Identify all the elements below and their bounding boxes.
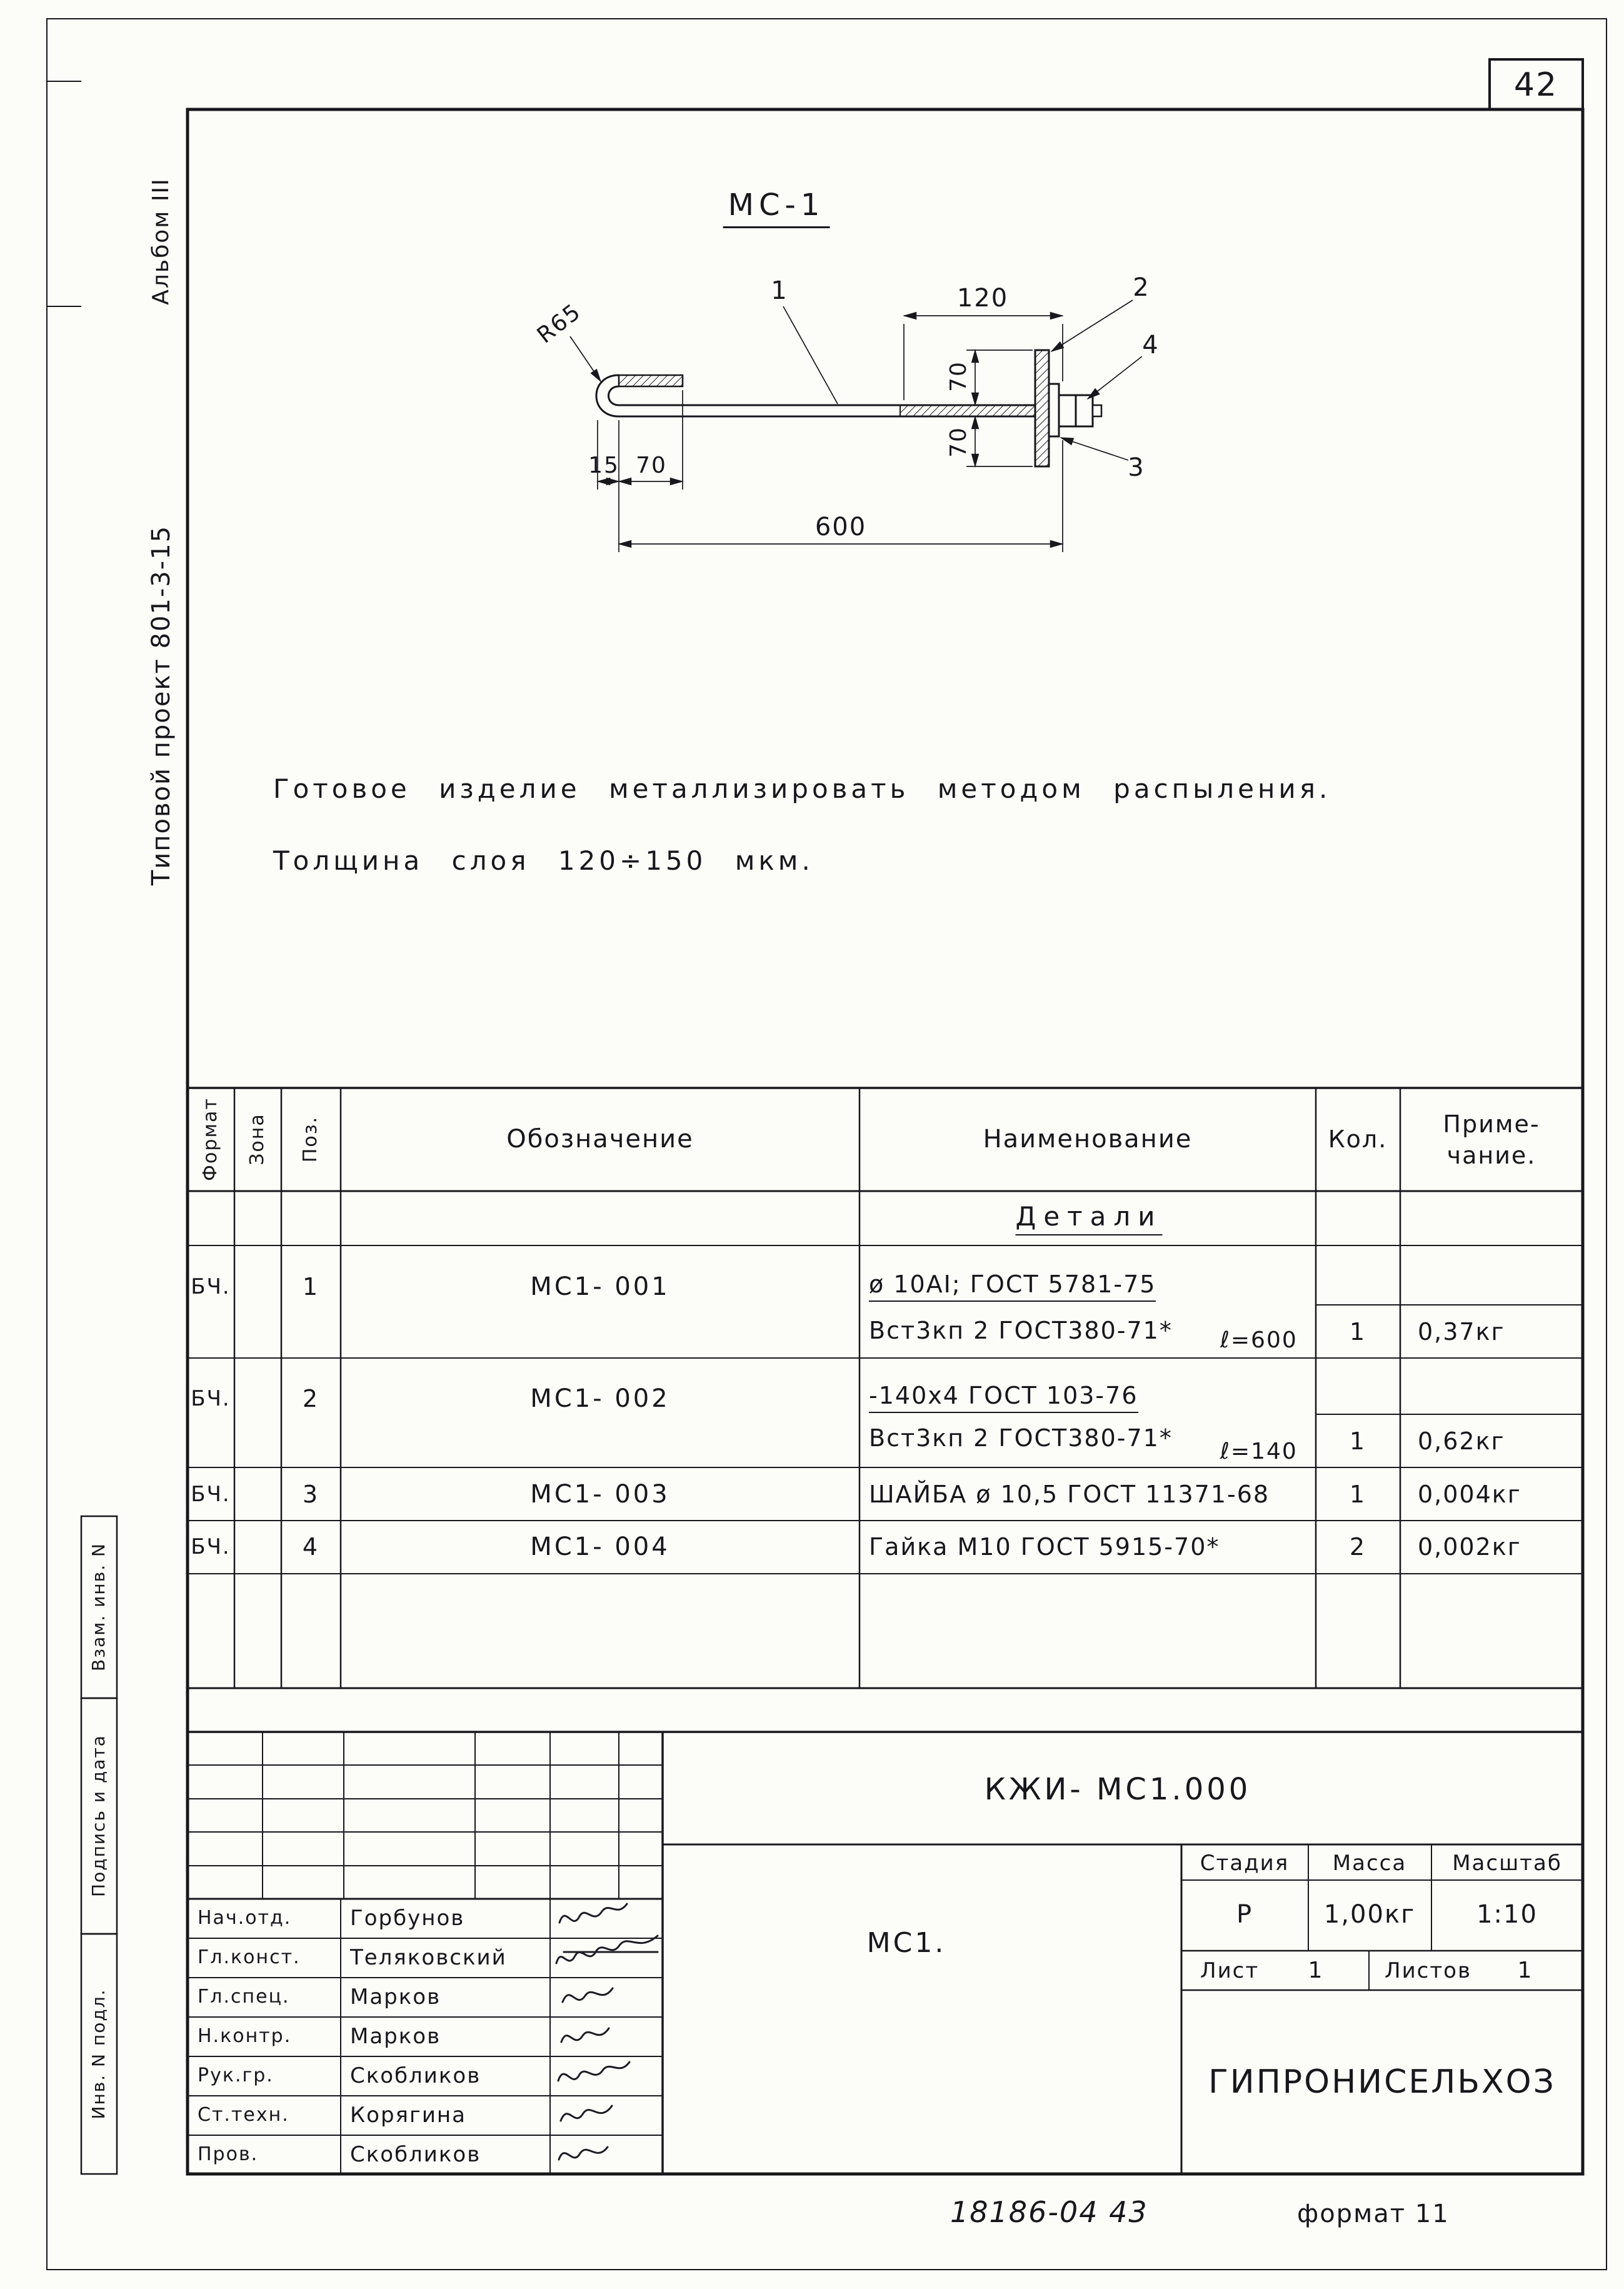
sig-role-5: Ст.техн.	[198, 2104, 289, 2126]
row1-length: ℓ=600	[1220, 1327, 1298, 1353]
row3-qty: 1	[1349, 1481, 1366, 1508]
page-number: 42	[1513, 66, 1558, 104]
signature-squiggles	[556, 1904, 658, 2160]
section-title-text: Детали	[1016, 1201, 1163, 1235]
album-label: Альбом III	[148, 178, 174, 305]
scale-value: 1:10	[1476, 1900, 1538, 1929]
part-title	[723, 188, 830, 223]
sig-name-3: Марков	[350, 2024, 441, 2049]
document-code: КЖИ- МС1.000	[984, 1772, 1251, 1807]
stage-value: Р	[1236, 1900, 1253, 1929]
row4-name1: Гайка М10 ГОСТ 5915-70*	[869, 1533, 1220, 1561]
row4-note: 0,002кг	[1418, 1533, 1521, 1561]
row4-qty: 2	[1349, 1533, 1366, 1561]
sig-name-6: Скобликов	[350, 2142, 481, 2167]
sheet-value: 1	[1308, 1958, 1324, 1983]
sig-name-4: Скобликов	[350, 2063, 481, 2088]
row2-name1	[869, 1384, 1138, 1407]
organization-name: ГИПРОНИСЕЛЬХОЗ	[1208, 2063, 1556, 2101]
tech-note-line1: Готовое изделие металлизировать методом распыления.	[273, 773, 1331, 804]
sig-role-1: Гл.конст.	[198, 1946, 301, 1968]
row1-pos: 1	[302, 1273, 319, 1300]
sig-role-0: Нач.отд.	[198, 1907, 292, 1929]
margin-box-inv: Инв. N подл.	[88, 1988, 109, 2120]
sig-role-2: Гл.спец.	[198, 1986, 290, 2008]
row2-qty: 1	[1349, 1427, 1366, 1455]
row3-format: БЧ.	[191, 1482, 231, 1507]
dim-600: 600	[815, 513, 867, 541]
col-header-name: Наименование	[983, 1125, 1193, 1154]
row4-format: БЧ.	[191, 1534, 231, 1559]
dim-70-thread: 70	[636, 453, 667, 478]
row4-code: МС1- 004	[530, 1532, 670, 1561]
col-header-pos: Поз.	[299, 1115, 321, 1163]
row2-name1-text: -140x4 ГОСТ 103-76	[869, 1382, 1138, 1413]
row1-name2: Вст3кп 2 ГОСТ380-71*	[869, 1317, 1173, 1344]
stage-label: Стадия	[1200, 1851, 1290, 1876]
row3-note: 0,004кг	[1418, 1481, 1521, 1508]
row2-pos: 2	[302, 1385, 319, 1412]
col-header-format: Формат	[199, 1097, 221, 1181]
row1-code: МС1- 001	[530, 1272, 670, 1301]
sig-name-2: Марков	[350, 1985, 441, 2010]
part-drawing	[596, 350, 1101, 466]
sig-name-0: Горбунов	[350, 1906, 465, 1931]
row3-pos: 3	[302, 1481, 319, 1508]
row1-qty: 1	[1349, 1318, 1366, 1346]
dim-15: 15	[588, 453, 619, 478]
dim-radius: R65	[532, 298, 586, 349]
row2-note: 0,62кг	[1418, 1427, 1505, 1455]
row2-name2: Вст3кп 2 ГОСТ380-71*	[869, 1424, 1173, 1452]
sig-role-4: Рук.гр.	[198, 2065, 274, 2086]
dim-120: 120	[956, 284, 1009, 313]
mass-label: Масса	[1332, 1851, 1407, 1876]
margin-box-vzam: Взам. инв. N	[88, 1542, 109, 1671]
sig-name-5: Корягина	[350, 2103, 466, 2128]
item-name: МС1.	[866, 1927, 946, 1959]
col-header-note-line1: Приме-	[1443, 1110, 1540, 1138]
dim-70-upper: 70	[946, 361, 971, 392]
footer-inventory-number: 18186-04 43	[950, 2195, 1148, 2229]
row2-format: БЧ.	[191, 1386, 231, 1411]
col-header-note-line2: чание.	[1446, 1142, 1536, 1169]
tech-note-line2: Толщина слоя 120÷150 мкм.	[273, 845, 814, 876]
dim-70-lower: 70	[946, 426, 971, 458]
part-title-text: МС-1	[723, 188, 830, 228]
sig-role-3: Н.контр.	[198, 2025, 292, 2047]
row2-length: ℓ=140	[1220, 1439, 1298, 1464]
row3-code: МС1- 003	[530, 1480, 670, 1509]
sheets-label: Листов	[1385, 1958, 1472, 1983]
sig-role-6: Пров.	[198, 2143, 259, 2165]
row1-name1-text: ø 10АI; ГОСТ 5781-75	[869, 1270, 1156, 1302]
col-header-qty: Кол.	[1328, 1125, 1388, 1153]
row1-name1	[869, 1272, 1156, 1296]
sig-name-1: Теляковский	[350, 1945, 507, 1970]
callout-2: 2	[1133, 273, 1150, 302]
row4-pos: 4	[302, 1533, 319, 1561]
callout-3: 3	[1128, 453, 1145, 482]
margin-box-podpis: Подпись и дата	[88, 1734, 109, 1897]
scale-label: Масштаб	[1452, 1851, 1562, 1876]
row2-code: МС1- 002	[530, 1384, 670, 1413]
project-label: Типовой проект 801-3-15	[147, 525, 176, 886]
section-title	[1015, 1201, 1163, 1232]
sheet-label: Лист	[1200, 1958, 1260, 1983]
callout-1: 1	[771, 276, 788, 305]
footer-format-label: формат 11	[1297, 2200, 1450, 2228]
col-header-designation: Обозначение	[506, 1125, 694, 1154]
row3-name1: ШАЙБА ø 10,5 ГОСТ 11371-68	[869, 1481, 1270, 1508]
row1-format: БЧ.	[191, 1274, 231, 1299]
sheets-value: 1	[1517, 1958, 1533, 1983]
mass-value: 1,00кг	[1323, 1900, 1416, 1929]
col-header-zone: Зона	[246, 1113, 268, 1165]
callout-4: 4	[1142, 331, 1160, 360]
row1-note: 0,37кг	[1418, 1318, 1505, 1346]
